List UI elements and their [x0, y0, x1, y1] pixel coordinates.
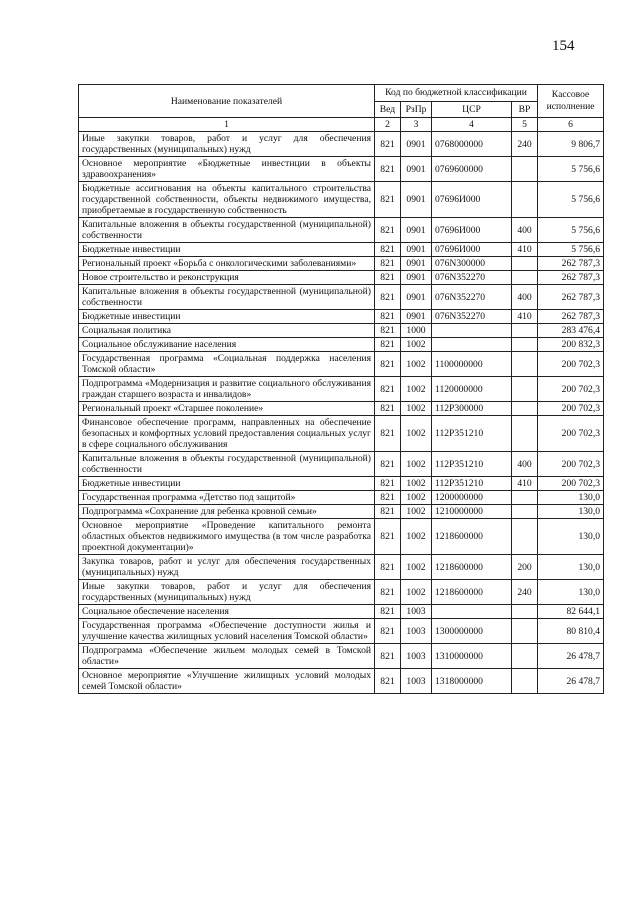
row-csr: 076N352270 — [432, 310, 512, 324]
row-vr — [512, 605, 538, 619]
row-csr: 112P300000 — [432, 402, 512, 416]
header-name: Наименование показателей — [79, 85, 375, 118]
row-ved: 821 — [375, 182, 401, 218]
row-cash-execution: 130,0 — [538, 519, 604, 555]
row-vr: 240 — [512, 132, 538, 157]
row-name: Иные закупки товаров, работ и услуг для обеспечения государственных (муниципальных) нужд — [79, 132, 375, 157]
row-ved: 821 — [375, 324, 401, 338]
row-ved: 821 — [375, 416, 401, 452]
row-name: Подпрограмма «Обеспечение жильем молодых семей в Томской области» — [79, 644, 375, 669]
column-number: 2 — [375, 118, 401, 132]
row-csr: 0769600000 — [432, 157, 512, 182]
table-row — [79, 243, 604, 257]
row-cash-execution: 262 787,3 — [538, 285, 604, 310]
row-vr: 410 — [512, 477, 538, 491]
row-name: Бюджетные инвестиции — [79, 310, 375, 324]
row-name: Государственная программа «Социальная поддержка населения Томской области» — [79, 352, 375, 377]
row-rzpr: 0901 — [401, 271, 432, 285]
row-vr — [512, 257, 538, 271]
row-cash-execution: 82 644,1 — [538, 605, 604, 619]
row-csr: 1100000000 — [432, 352, 512, 377]
row-ved: 821 — [375, 605, 401, 619]
row-rzpr: 1002 — [401, 491, 432, 505]
row-csr: 076N300000 — [432, 257, 512, 271]
table-row — [79, 505, 604, 519]
row-name: Региональный проект «Старшее поколение» — [79, 402, 375, 416]
row-name: Капитальные вложения в объекты государственной (муниципальной) собственности — [79, 452, 375, 477]
row-vr — [512, 416, 538, 452]
table-row — [79, 324, 604, 338]
header-vr: ВР — [512, 101, 538, 118]
row-rzpr: 1002 — [401, 338, 432, 352]
row-rzpr: 1003 — [401, 605, 432, 619]
row-name: Финансовое обеспечение программ, направленных на обеспечение безопасных и комфортных условий предоставления социальных услуг в сфере социального обслуживания — [79, 416, 375, 452]
row-csr — [432, 324, 512, 338]
row-cash-execution: 5 756,6 — [538, 218, 604, 243]
row-vr: 400 — [512, 218, 538, 243]
row-csr — [432, 338, 512, 352]
table-row — [79, 338, 604, 352]
row-rzpr: 1002 — [401, 377, 432, 402]
row-rzpr: 1002 — [401, 402, 432, 416]
table-row — [79, 555, 604, 580]
row-cash-execution: 130,0 — [538, 555, 604, 580]
row-cash-execution: 5 756,6 — [538, 243, 604, 257]
row-name: Бюджетные инвестиции — [79, 243, 375, 257]
header-classification-group: Код по бюджетной классификации — [375, 85, 538, 102]
row-cash-execution: 200 702,3 — [538, 352, 604, 377]
row-ved: 821 — [375, 519, 401, 555]
row-vr — [512, 338, 538, 352]
row-ved: 821 — [375, 555, 401, 580]
row-rzpr: 0901 — [401, 243, 432, 257]
row-cash-execution: 5 756,6 — [538, 157, 604, 182]
row-name: Закупка товаров, работ и услуг для обеспечения государственных (муниципальных) нужд — [79, 555, 375, 580]
table-row — [79, 477, 604, 491]
row-csr: 1218600000 — [432, 580, 512, 605]
row-ved: 821 — [375, 402, 401, 416]
row-csr: 1310000000 — [432, 644, 512, 669]
row-ved: 821 — [375, 452, 401, 477]
row-csr: 112P351210 — [432, 452, 512, 477]
table-row — [79, 519, 604, 555]
row-csr: 1218600000 — [432, 555, 512, 580]
row-name: Социальное обслуживание населения — [79, 338, 375, 352]
column-number: 3 — [401, 118, 432, 132]
row-ved: 821 — [375, 352, 401, 377]
row-vr — [512, 669, 538, 694]
row-rzpr: 1003 — [401, 619, 432, 644]
row-ved: 821 — [375, 310, 401, 324]
row-vr: 400 — [512, 452, 538, 477]
table-row — [79, 669, 604, 694]
row-name: Капитальные вложения в объекты государственной (муниципальной) собственности — [79, 218, 375, 243]
table-row — [79, 285, 604, 310]
table-row — [79, 182, 604, 218]
row-ved: 821 — [375, 157, 401, 182]
table-row — [79, 310, 604, 324]
row-ved: 821 — [375, 285, 401, 310]
row-name: Подпрограмма «Модернизация и развитие социального обслуживания граждан старшего возраста и инвалидов» — [79, 377, 375, 402]
row-name: Бюджетные инвестиции — [79, 477, 375, 491]
row-vr — [512, 644, 538, 669]
row-ved: 821 — [375, 257, 401, 271]
row-vr — [512, 491, 538, 505]
header-ved: Вед — [375, 101, 401, 118]
row-rzpr: 1002 — [401, 416, 432, 452]
row-ved: 821 — [375, 505, 401, 519]
row-csr: 07696И000 — [432, 182, 512, 218]
row-name: Основное мероприятие «Проведение капитального ремонта областных объектов недвижимого имущества (в том числе разработка проектной документации)» — [79, 519, 375, 555]
row-vr — [512, 402, 538, 416]
row-name: Государственная программа «Детство под защитой» — [79, 491, 375, 505]
row-csr — [432, 605, 512, 619]
header-row — [79, 85, 604, 102]
table-row — [79, 644, 604, 669]
row-name: Основное мероприятие «Улучшение жилищных условий молодых семей Томской области» — [79, 669, 375, 694]
row-csr: 1318000000 — [432, 669, 512, 694]
table-row — [79, 132, 604, 157]
row-ved: 821 — [375, 271, 401, 285]
row-csr: 07696И000 — [432, 218, 512, 243]
row-cash-execution: 200 702,3 — [538, 477, 604, 491]
row-vr: 240 — [512, 580, 538, 605]
row-name: Региональный проект «Борьба с онкологическими заболеваниями» — [79, 257, 375, 271]
row-rzpr: 1003 — [401, 644, 432, 669]
row-cash-execution: 262 787,3 — [538, 257, 604, 271]
row-rzpr: 1002 — [401, 477, 432, 491]
column-number: 4 — [432, 118, 512, 132]
row-cash-execution: 200 702,3 — [538, 377, 604, 402]
row-cash-execution: 200 702,3 — [538, 452, 604, 477]
column-number-row — [79, 118, 604, 132]
row-cash-execution: 9 806,7 — [538, 132, 604, 157]
row-csr: 07696И000 — [432, 243, 512, 257]
table-row — [79, 352, 604, 377]
table-row — [79, 402, 604, 416]
row-csr: 112P351210 — [432, 416, 512, 452]
row-ved: 821 — [375, 243, 401, 257]
row-vr — [512, 377, 538, 402]
header-cash-execution — [538, 85, 604, 118]
row-rzpr: 1002 — [401, 555, 432, 580]
row-csr: 1210000000 — [432, 505, 512, 519]
row-cash-execution: 130,0 — [538, 505, 604, 519]
row-csr: 112P351210 — [432, 477, 512, 491]
row-ved: 821 — [375, 619, 401, 644]
row-rzpr: 0901 — [401, 285, 432, 310]
row-rzpr: 1002 — [401, 519, 432, 555]
row-ved: 821 — [375, 477, 401, 491]
row-name: Государственная программа «Обеспечение доступности жилья и улучшение качества жилищных условий населения Томской области» — [79, 619, 375, 644]
row-ved: 821 — [375, 218, 401, 243]
row-rzpr: 1002 — [401, 352, 432, 377]
table-row — [79, 257, 604, 271]
row-rzpr: 1002 — [401, 452, 432, 477]
row-cash-execution: 26 478,7 — [538, 669, 604, 694]
row-name: Иные закупки товаров, работ и услуг для обеспечения государственных (муниципальных) нужд — [79, 580, 375, 605]
row-cash-execution: 200 702,3 — [538, 416, 604, 452]
row-vr: 200 — [512, 555, 538, 580]
row-rzpr: 0901 — [401, 157, 432, 182]
table-row — [79, 271, 604, 285]
row-name: Новое строительство и реконструкция — [79, 271, 375, 285]
row-vr — [512, 324, 538, 338]
row-vr — [512, 352, 538, 377]
row-csr: 0768000000 — [432, 132, 512, 157]
table-row — [79, 157, 604, 182]
row-rzpr: 0901 — [401, 310, 432, 324]
table-row — [79, 580, 604, 605]
row-rzpr: 1003 — [401, 669, 432, 694]
row-ved: 821 — [375, 132, 401, 157]
row-cash-execution: 26 478,7 — [538, 644, 604, 669]
column-number: 5 — [512, 118, 538, 132]
row-csr: 1200000000 — [432, 491, 512, 505]
row-cash-execution: 200 832,3 — [538, 338, 604, 352]
row-name: Бюджетные ассигнования на объекты капитального строительства государственной собственности, объекты недвижимого имущества, приобретаемые в государственную собственность — [79, 182, 375, 218]
table-body — [79, 132, 604, 694]
row-ved: 821 — [375, 377, 401, 402]
row-vr: 410 — [512, 243, 538, 257]
header-rzpr: РзПр — [401, 101, 432, 118]
row-vr — [512, 157, 538, 182]
table-row — [79, 605, 604, 619]
row-rzpr: 0901 — [401, 257, 432, 271]
row-cash-execution: 283 476,4 — [538, 324, 604, 338]
row-name: Подпрограмма «Сохранение для ребенка кровной семьи» — [79, 505, 375, 519]
table-row — [79, 619, 604, 644]
row-vr: 410 — [512, 310, 538, 324]
row-rzpr: 0901 — [401, 132, 432, 157]
header-csr: ЦСР — [432, 101, 512, 118]
row-csr: 1120000000 — [432, 377, 512, 402]
row-vr — [512, 619, 538, 644]
row-ved: 821 — [375, 669, 401, 694]
row-cash-execution: 262 787,3 — [538, 310, 604, 324]
row-vr: 400 — [512, 285, 538, 310]
row-rzpr: 1000 — [401, 324, 432, 338]
row-ved: 821 — [375, 644, 401, 669]
table-row — [79, 491, 604, 505]
row-ved: 821 — [375, 580, 401, 605]
table-row — [79, 416, 604, 452]
row-rzpr: 1002 — [401, 580, 432, 605]
table-row — [79, 377, 604, 402]
row-rzpr: 1002 — [401, 505, 432, 519]
table-row — [79, 452, 604, 477]
row-cash-execution: 262 787,3 — [538, 271, 604, 285]
row-csr: 1300000000 — [432, 619, 512, 644]
page-number: 154 — [552, 38, 575, 54]
row-name: Социальное обеспечение населения — [79, 605, 375, 619]
row-name: Социальная политика — [79, 324, 375, 338]
column-number: 6 — [538, 118, 604, 132]
row-cash-execution: 5 756,6 — [538, 182, 604, 218]
row-name: Основное мероприятие «Бюджетные инвестиции в объекты здравоохранения» — [79, 157, 375, 182]
budget-table — [78, 84, 604, 694]
row-vr — [512, 271, 538, 285]
header-cash-line1: Кассовое — [551, 89, 590, 100]
row-cash-execution: 200 702,3 — [538, 402, 604, 416]
column-number: 1 — [79, 118, 375, 132]
row-rzpr: 0901 — [401, 218, 432, 243]
row-csr: 076N352270 — [432, 271, 512, 285]
row-vr — [512, 182, 538, 218]
row-ved: 821 — [375, 338, 401, 352]
row-cash-execution: 80 810,4 — [538, 619, 604, 644]
row-vr — [512, 505, 538, 519]
row-rzpr: 0901 — [401, 182, 432, 218]
row-cash-execution: 130,0 — [538, 491, 604, 505]
header-cash-line2: исполнение — [546, 101, 595, 112]
row-csr: 076N352270 — [432, 285, 512, 310]
row-ved: 821 — [375, 491, 401, 505]
row-cash-execution: 130,0 — [538, 580, 604, 605]
row-name: Капитальные вложения в объекты государственной (муниципальной) собственности — [79, 285, 375, 310]
row-vr — [512, 519, 538, 555]
table-row — [79, 218, 604, 243]
row-csr: 1218600000 — [432, 519, 512, 555]
